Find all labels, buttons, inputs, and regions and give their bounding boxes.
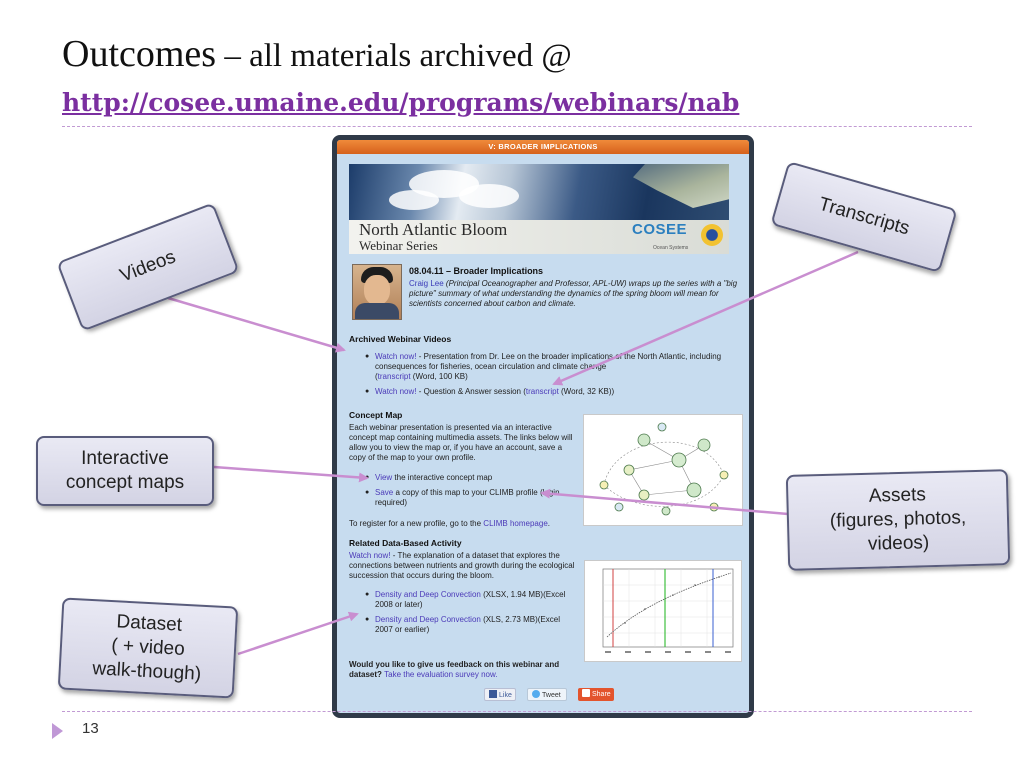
- cosee-logo-subtext: Ocean Systems: [653, 245, 689, 251]
- register-text: To register for a new profile, go to the CLIMB homepage.: [349, 519, 551, 528]
- event-description: Craig Lee (Principal Oceanographer and Professor, APL-UW) wraps up the series with a "big picture" summary of what understanding the dynamics of the spring bloom will mean for scientists concerned about carbon and climate.: [409, 279, 738, 308]
- watch-now-link[interactable]: Watch now!: [375, 387, 417, 396]
- series-title: North Atlantic Bloom: [359, 220, 508, 239]
- feedback-text: Would you like to give us feedback on this webinar and dataset? Take the evaluation survey now.: [349, 660, 560, 679]
- survey-link[interactable]: Take the evaluation survey now.: [384, 670, 498, 679]
- transcripts-arrow: [554, 252, 858, 384]
- view-map-link[interactable]: View: [375, 473, 393, 482]
- activity-description: Watch now! - The explanation of a dataset that explores the connections between nutrients and growth during the ecological succession that occurs during the bloom.: [349, 551, 575, 580]
- transcript-link[interactable]: transcript: [525, 387, 559, 396]
- archive-url-link[interactable]: http://cosee.umaine.edu/programs/webinars/nab: [62, 88, 740, 117]
- save-map-link[interactable]: Save: [375, 488, 394, 497]
- activity-heading: Related Data-Based Activity: [349, 538, 462, 548]
- watch-now-link[interactable]: Watch now!: [349, 551, 391, 560]
- share-button[interactable]: Share: [578, 688, 614, 701]
- concept-map-description: Each webinar presentation is presented via an interactive concept map containing multimedia assets. The links below will allow you to view the map or, if you have an account, save a copy of the map to your own profile.: [349, 423, 573, 462]
- list-item: ● Save a copy of this map to your CLIMB profile (login required): [349, 488, 577, 508]
- facebook-like-button[interactable]: Like: [484, 688, 516, 701]
- slide-title: Outcomes – all materials archived @: [62, 33, 572, 75]
- list-item: ● View the interactive concept map: [349, 473, 577, 483]
- bottom-divider: [62, 711, 972, 712]
- videos-arrow: [168, 298, 344, 350]
- climb-homepage-link[interactable]: CLIMB homepage: [483, 519, 548, 528]
- dataset-xlsx-link[interactable]: Density and Deep Convection: [375, 590, 481, 599]
- dataset-arrow: [238, 614, 357, 654]
- transcripts-callout: Transcripts: [770, 161, 957, 273]
- watch-now-link[interactable]: Watch now!: [375, 352, 417, 361]
- page-marker-triangle-icon: [52, 723, 63, 739]
- event-title: 08.04.11 – Broader Implications: [409, 266, 544, 276]
- list-item: ● Watch now! - Presentation from Dr. Lee on the broader implications of the North Atlantic, including consequences for fisheries, ocean circulation and climate change (transcript (Word, 100 KB): [349, 352, 724, 382]
- concept-maps-callout: Interactive concept maps: [36, 436, 214, 506]
- tweet-button[interactable]: Tweet: [527, 688, 567, 701]
- series-subtitle: Webinar Series: [359, 238, 438, 253]
- page-number: 13: [82, 720, 99, 737]
- section-header: V: BROADER IMPLICATIONS: [337, 140, 749, 154]
- assets-callout: Assets (figures, photos, videos): [786, 469, 1010, 571]
- dataset-callout: Dataset ( + video walk-though): [58, 597, 239, 698]
- transcript-link[interactable]: transcript: [377, 372, 411, 381]
- dataset-xls-link[interactable]: Density and Deep Convection: [375, 615, 481, 624]
- assets-arrow: [542, 493, 788, 514]
- list-item: ● Watch now! - Question & Answer session (transcript (Word, 32 KB)): [349, 387, 724, 397]
- list-item: ● Density and Deep Convection (XLS, 2.73 MB)(Excel 2007 or earlier): [349, 615, 579, 635]
- videos-heading: Archived Webinar Videos: [349, 334, 452, 344]
- presenter-link[interactable]: Craig Lee: [409, 279, 444, 288]
- cosee-logo: COSEE: [632, 221, 688, 238]
- concept-maps-arrow: [214, 467, 367, 478]
- videos-callout: Videos: [56, 202, 239, 331]
- list-item: ● Density and Deep Convection (XLSX, 1.94 MB)(Excel 2008 or later): [349, 590, 579, 610]
- concept-map-heading: Concept Map: [349, 410, 403, 420]
